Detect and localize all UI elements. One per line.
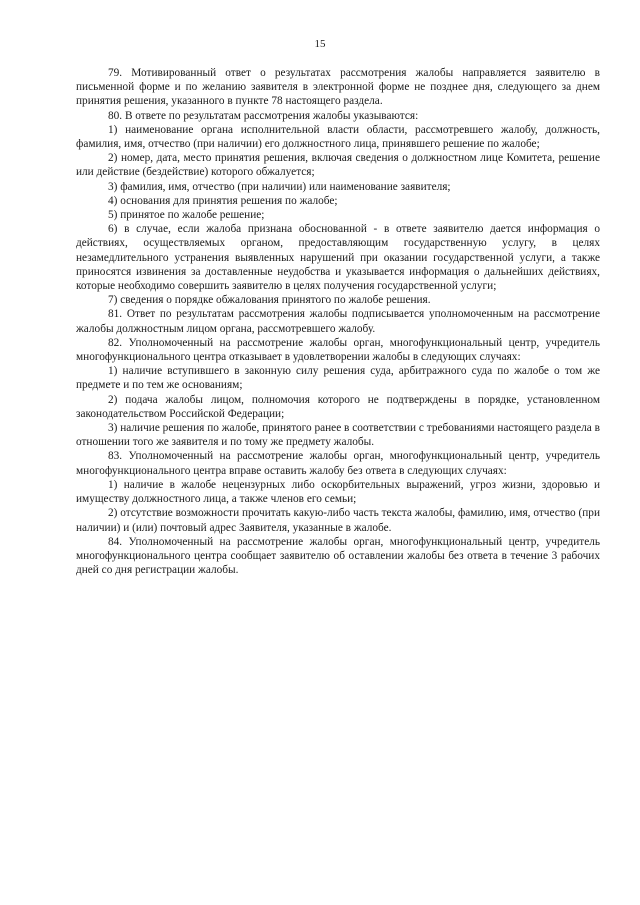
paragraph-80: 80. В ответе по результатам рассмотрения жалобы указываются: [108,109,419,122]
list-item-82-1: 1) наличие вступившего в законную силу решения суда, арбитражного суда по жалобе о том же предмете и по тем же основаниям; [76,365,600,392]
list-item-80-1: 1) наименование органа исполнительной власти области, рассмотревшего жалобу, должность, фамилия, имя, отчество (при наличии) его должностного лица, принявшего решение по жалобе; [76,123,600,151]
list-item-80-7: 7) сведения о порядке обжалования принятого по жалобе решения. [108,294,431,307]
list-item-80-5: 5) принятое по жалобе решение; [108,209,265,222]
list-item-80-4: 4) основания для принятия решения по жалобе; [108,194,338,207]
page-number: 15 [314,38,326,50]
list-item-83-1: 1) наличие в жалобе нецензурных либо оскорбительных выражений, угроз жизни, здоровью и имуществу должностного лица, а также членов его семьи; [76,478,600,506]
paragraph-81: 81. Ответ по результатам рассмотрения жалобы подписывается уполномоченным на рассмотрение жалобы должностным лицом органа, рассмотревшего жалобу. [76,308,600,335]
list-item-82-2: 2) подача жалобы лицом, полномочия которого не подтверждены в порядке, установленном законодательством Российской Федерации; [76,393,600,420]
list-item-80-2: 2) номер, дата, место принятия решения, включая сведения о должностном лице Комитета, решение или действие (бездействие) которого обжалуется; [76,152,600,179]
document-body [76,66,600,577]
paragraph-84: 84. Уполномоченный на рассмотрение жалобы орган, многофункциональный центр, учредитель многофункционального центра сообщает заявителю об оставлении жалобы без ответа в течение 3 рабочих дней со дня регистрации жалобы. [76,535,600,577]
paragraph-82: 82. Уполномоченный на рассмотрение жалобы орган, многофункциональный центр, учредитель многофункционального центра отказывает в удовлетворении жалобы в следующих случаях: [76,336,600,364]
list-item-80-6: 6) в случае, если жалоба признана обоснованной - в ответе заявителю дается информация о действиях, осуществляемых органом, предоставляющим государственную услугу, в целях незамедлительного устранения выявленных нарушений при оказании государственной услуги, а также приносятся извинения за доставленные неудобства и указывается информация о дальнейших действиях, которые необходимо совершить заявителю в целях получения государственной услуги; [76,223,600,293]
list-item-80-3: 3) фамилия, имя, отчество (при наличии) или наименование заявителя; [108,180,451,193]
list-item-82-3: 3) наличие решения по жалобе, принятого ранее в соответствии с требованиями настоящего раздела в отношении того же заявителя и по тому же предмету жалобы. [76,422,600,449]
list-item-83-2: 2) отсутствие возможности прочитать какую-либо часть текста жалобы, фамилию, имя, отчество (при наличии) и (или) почтовый адрес Заявителя, указанные в жалобе. [76,507,600,534]
paragraph-79: 79. Мотивированный ответ о результатах рассмотрения жалобы направляется заявителю в письменной форме и по желанию заявителя в электронной форме не позднее дня, следующего за днем принятия решения, указанного в пункте 78 настоящего раздела. [76,67,600,108]
paragraph-83: 83. Уполномоченный на рассмотрение жалобы орган, многофункциональный центр, учредитель многофункционального центра вправе оставить жалобу без ответа в следующих случаях: [76,450,600,477]
